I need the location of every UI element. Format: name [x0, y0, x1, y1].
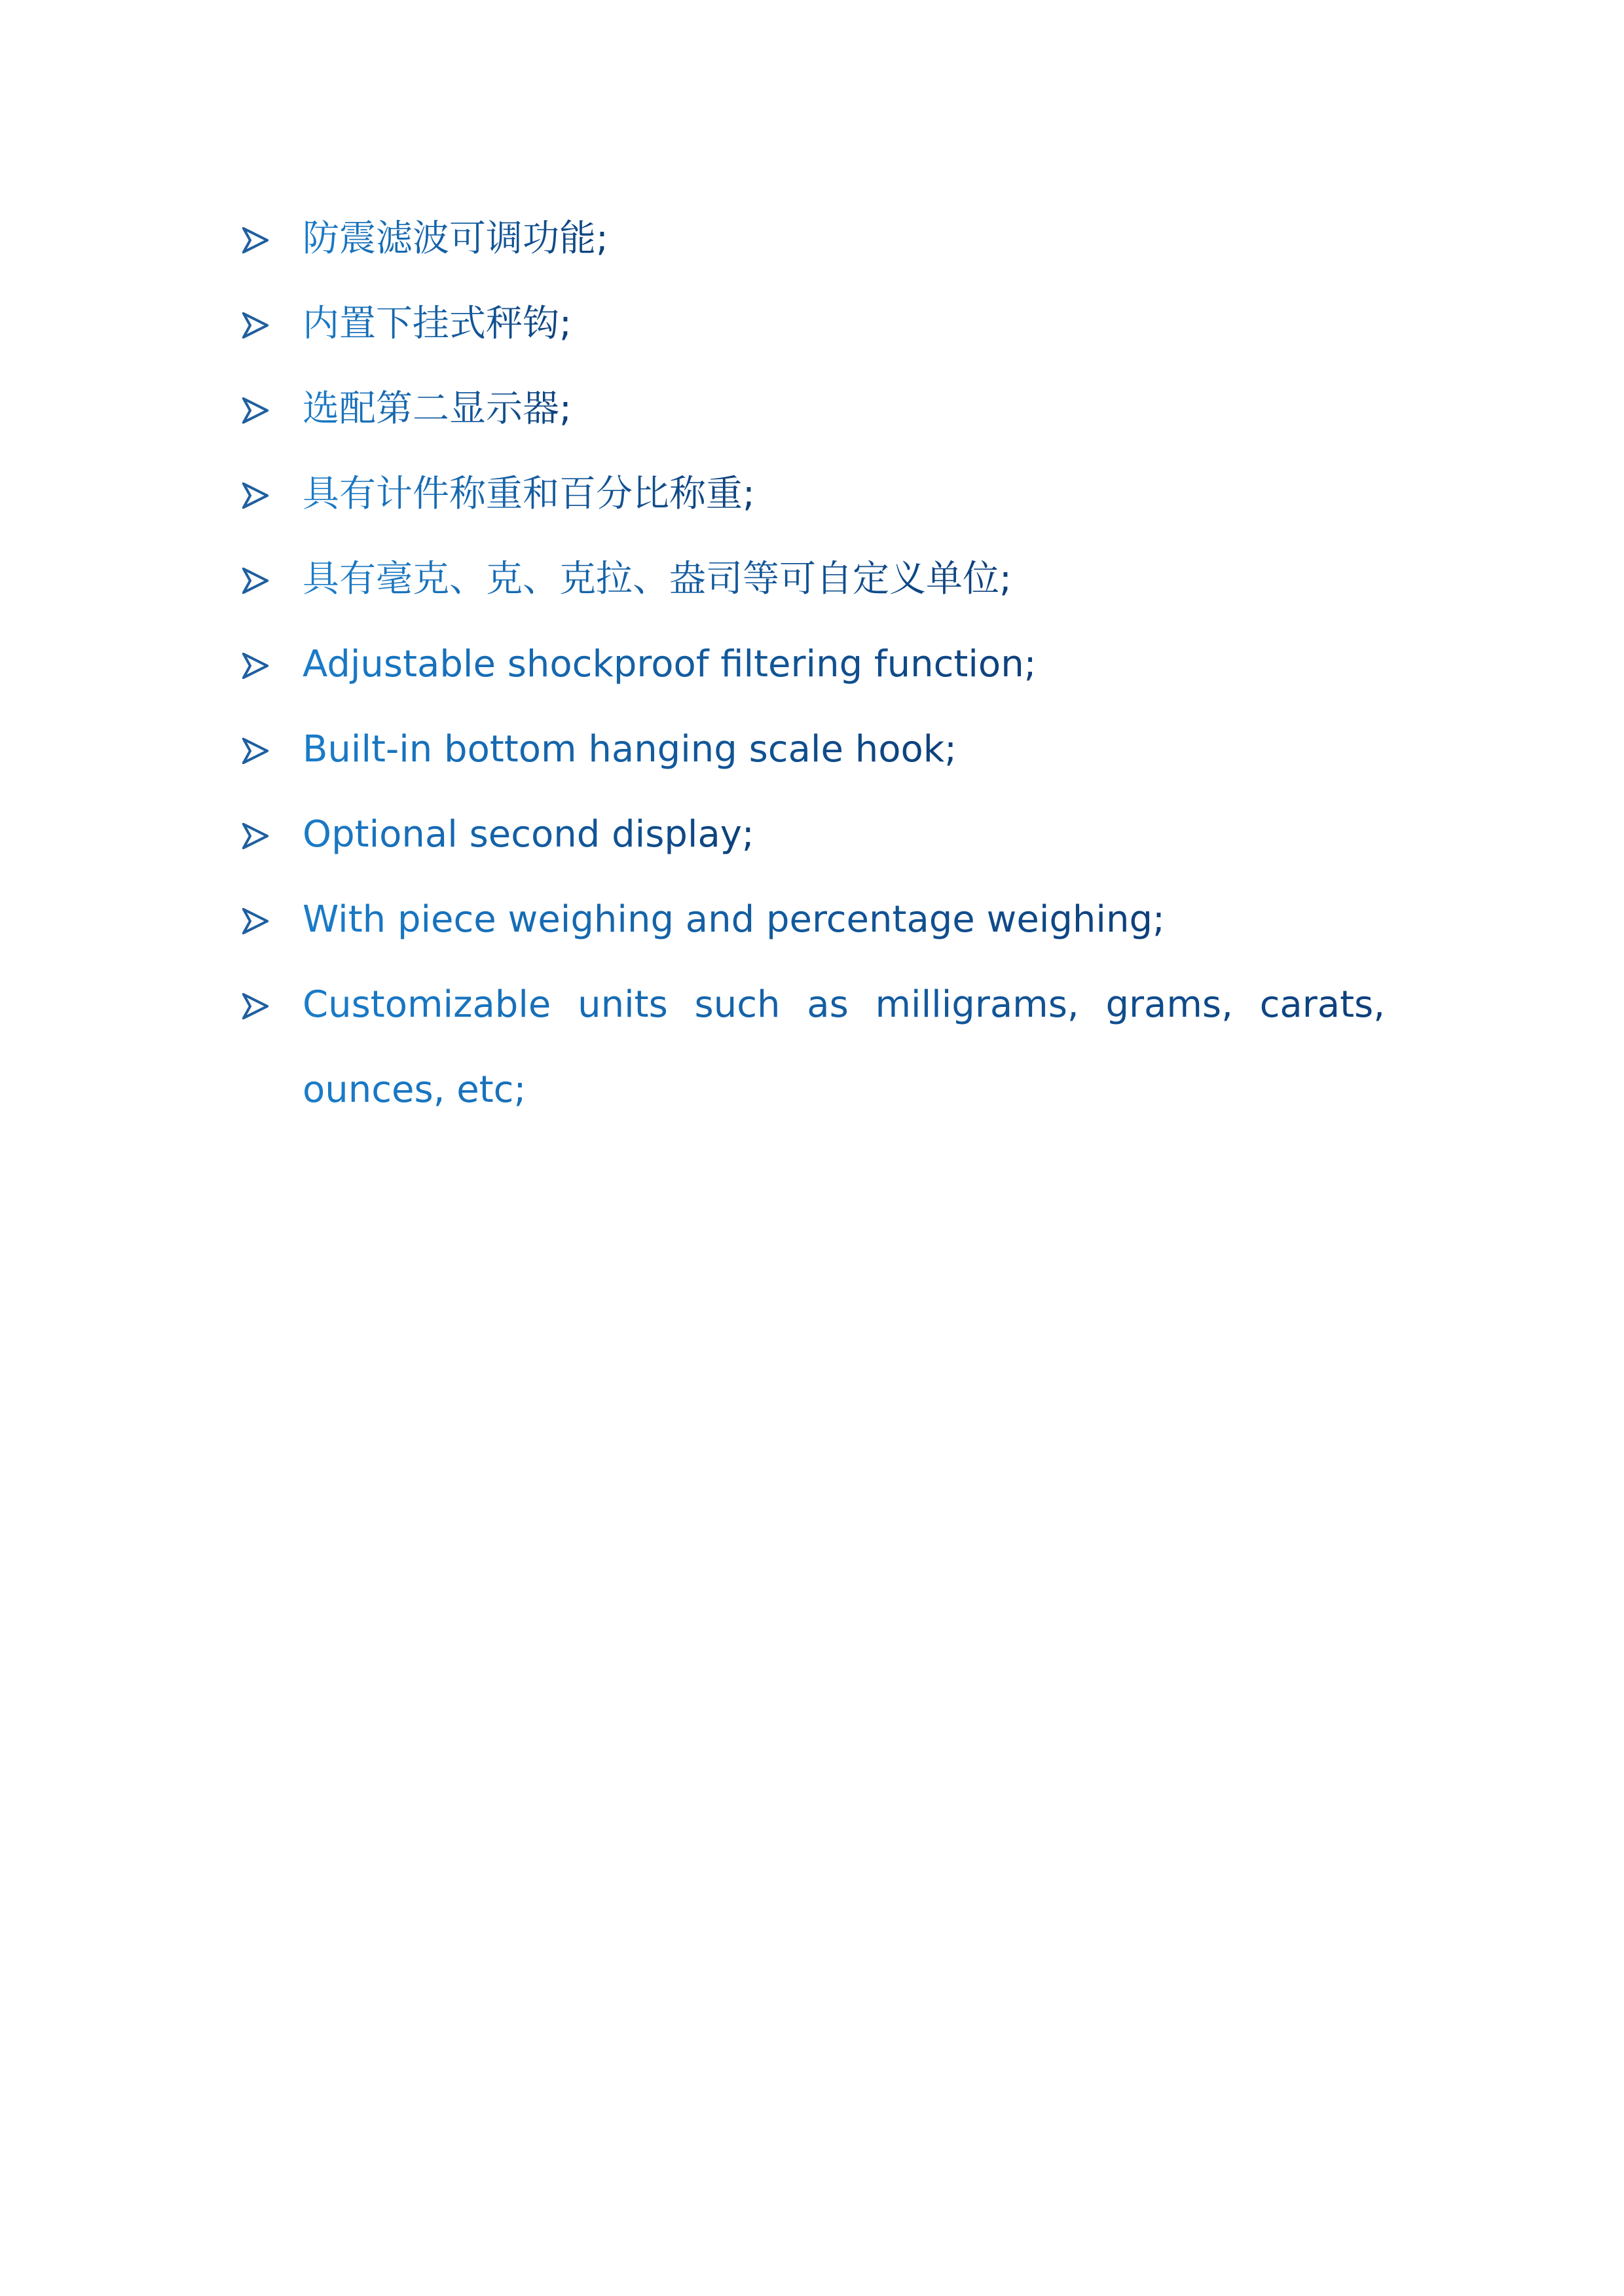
list-item — [242, 282, 1385, 367]
list-item-text: Adjustable shockproof filtering function; — [303, 643, 1037, 685]
list-item — [242, 367, 1385, 452]
list-item-text: With piece weighing and percentage weighing; — [303, 898, 1165, 941]
list-item-text: Built-in bottom hanging scale hook; — [303, 728, 957, 771]
arrowhead-bullet-icon — [242, 227, 268, 253]
arrowhead-bullet-icon — [242, 397, 268, 424]
list-item — [242, 537, 1385, 622]
list-item — [242, 196, 1385, 282]
arrowhead-bullet-icon — [242, 823, 268, 849]
arrowhead-bullet-icon — [242, 312, 268, 338]
list-item-text: 具有计件称重和百分比称重; — [303, 473, 755, 515]
list-item-text: Customizable units such as milligrams, grams, carats, ounces, etc; — [303, 962, 1385, 1133]
arrowhead-bullet-icon — [242, 653, 268, 679]
arrowhead-bullet-icon — [242, 993, 268, 1019]
list-item-text: Optional second display; — [303, 813, 754, 856]
list-item — [242, 707, 1385, 792]
list-item — [242, 792, 1385, 877]
arrowhead-bullet-icon — [242, 908, 268, 934]
list-item-text: 防震滤波可调功能; — [303, 217, 608, 260]
list-item — [242, 622, 1385, 707]
list-item-text: 内置下挂式秤钩; — [303, 302, 572, 345]
list-item — [242, 877, 1385, 962]
arrowhead-bullet-icon — [242, 483, 268, 509]
list-item — [242, 962, 1385, 1133]
list-item-text: 具有毫克、克、克拉、盎司等可自定义单位; — [303, 558, 1012, 600]
list-item-text: 选配第二显示器; — [303, 388, 572, 430]
feature-list — [242, 196, 1385, 1133]
list-item — [242, 452, 1385, 537]
arrowhead-bullet-icon — [242, 738, 268, 764]
arrowhead-bullet-icon — [242, 568, 268, 594]
